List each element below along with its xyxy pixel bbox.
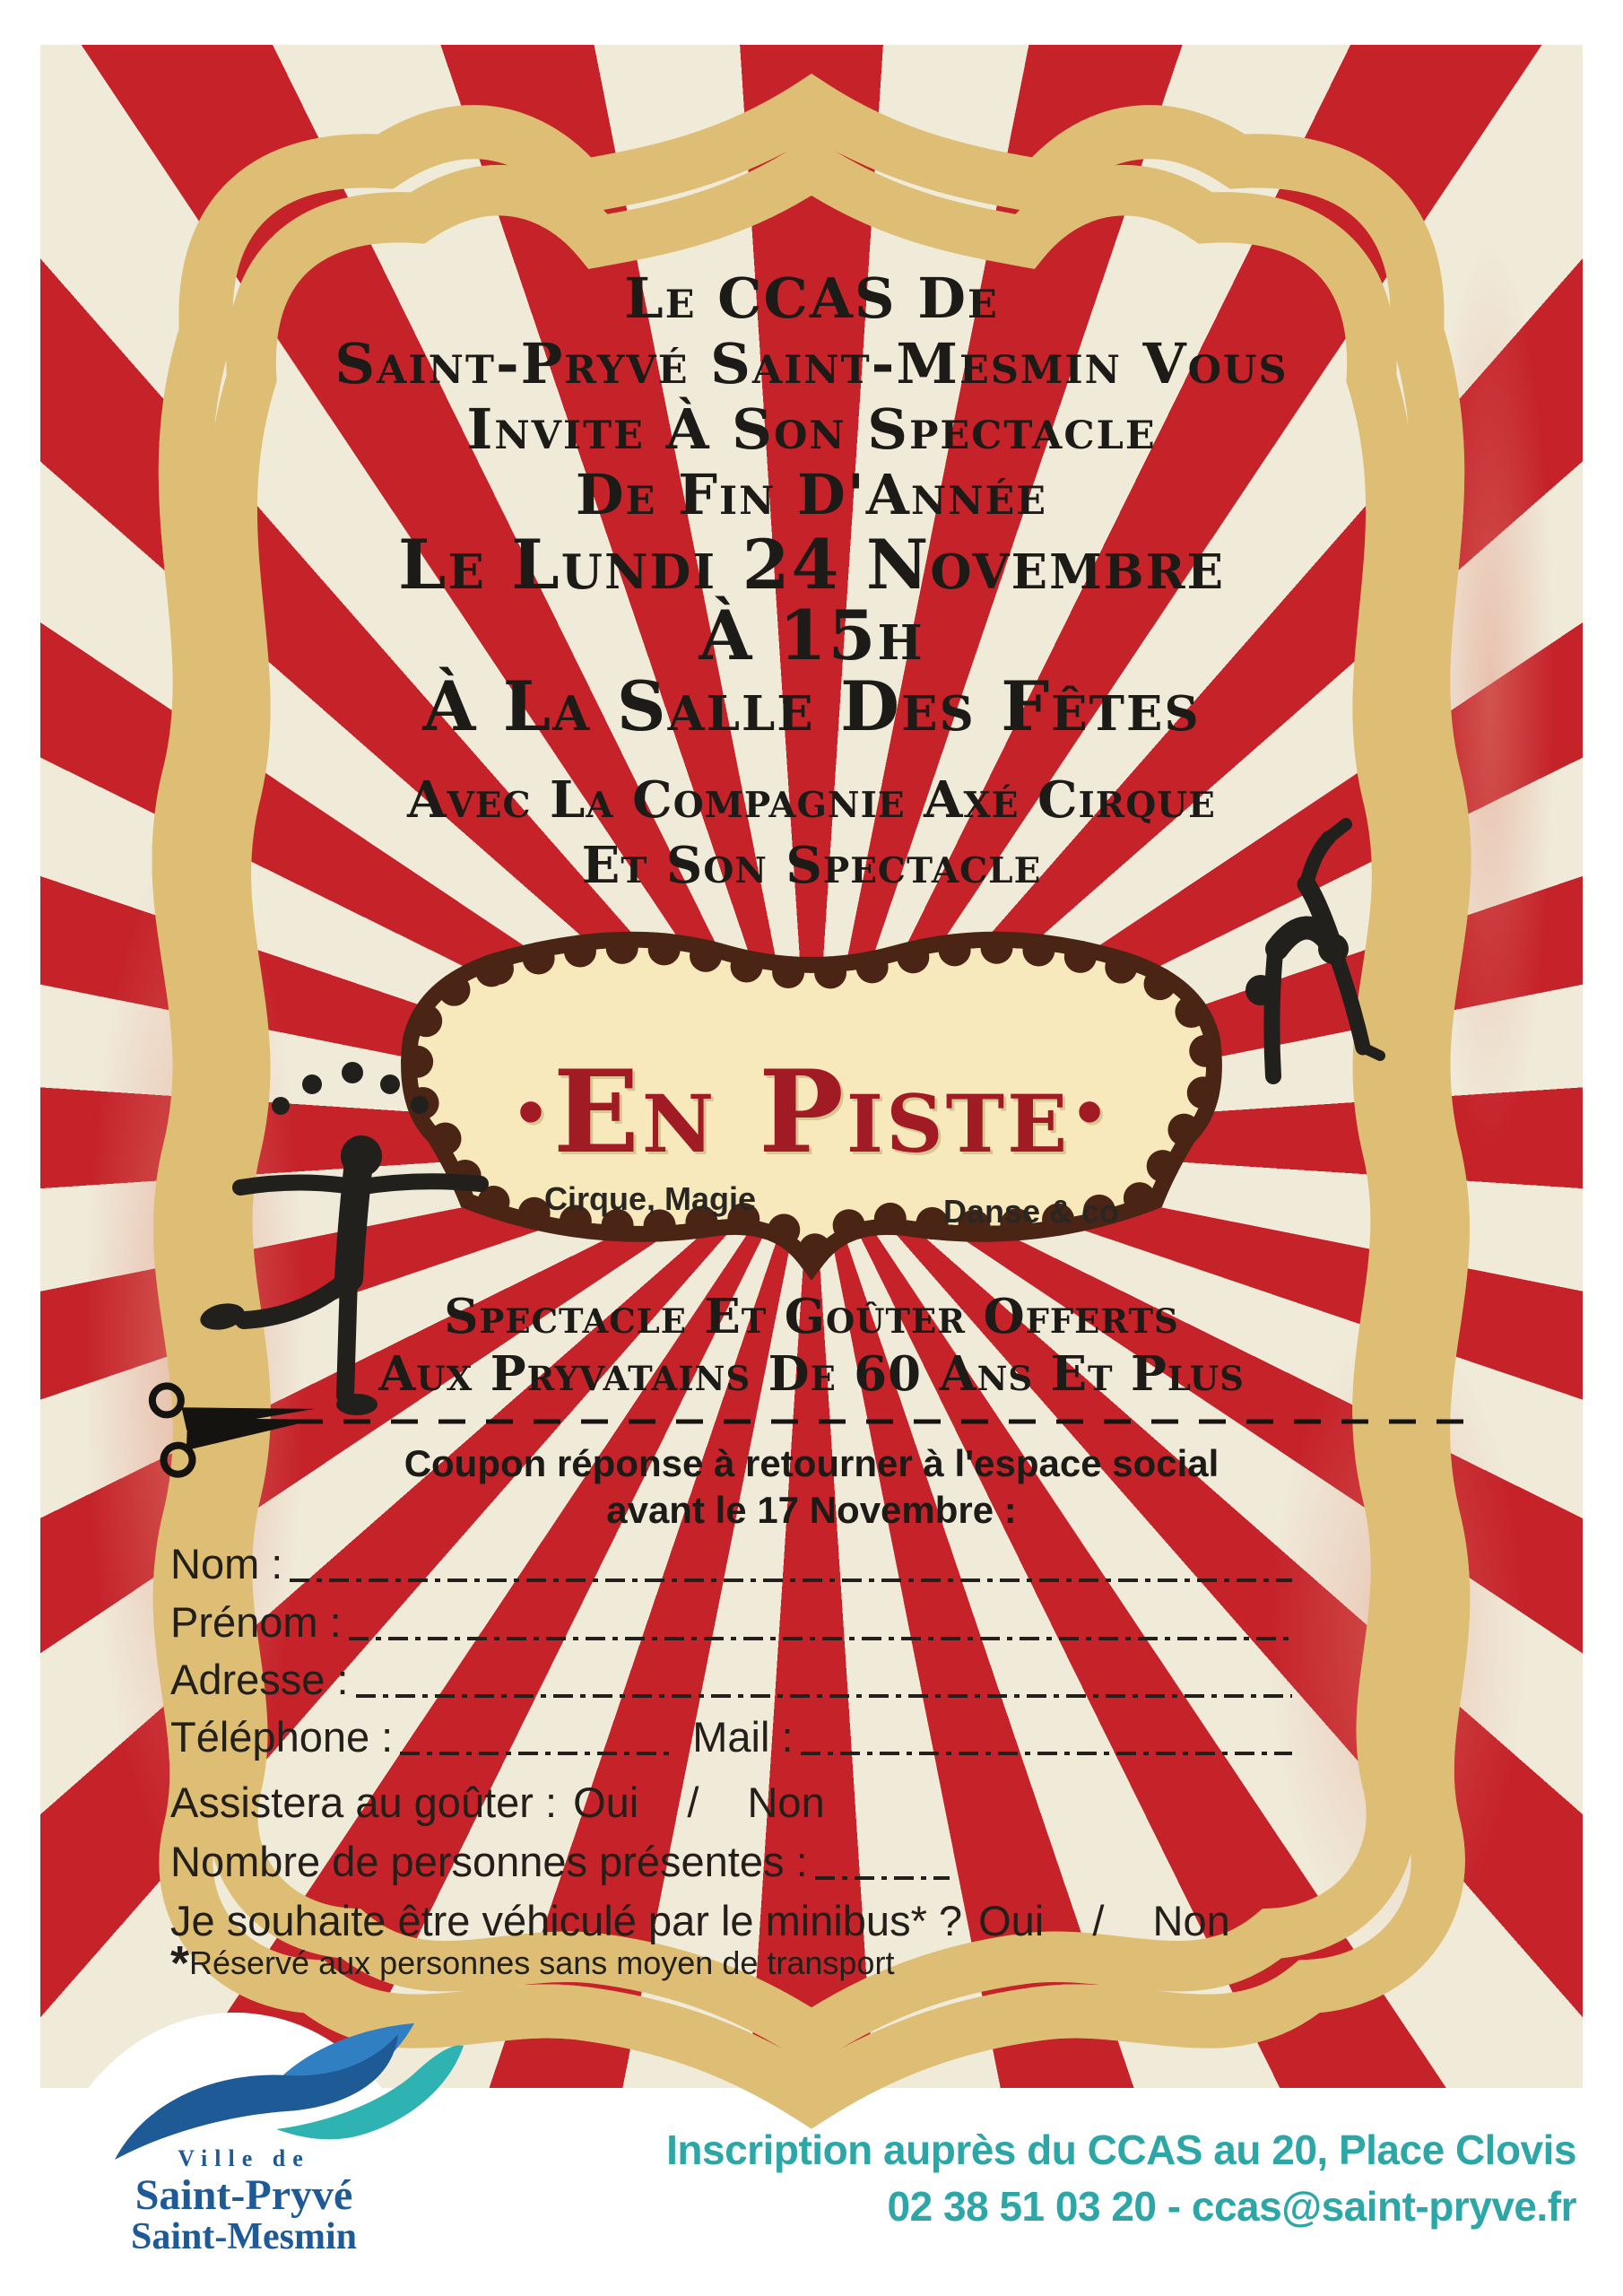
offer-line: Aux Pryvatains De 60 Ans Et Plus [378, 1346, 1245, 1402]
name-field [290, 1578, 1292, 1582]
count-field [815, 1876, 950, 1880]
minibus-footnote [170, 1935, 894, 1991]
city-logo-name2: Saint-Mesmin [131, 2216, 357, 2257]
address-field [356, 1694, 1292, 1698]
firstname-label: Prénom : [170, 1598, 342, 1646]
form-row-phone-mail [170, 1712, 1296, 1764]
event-line: À La Salle Des Fêtes [422, 666, 1201, 746]
mail-label: Mail : [692, 1713, 794, 1761]
contact-line-address: Inscription auprès du CCAS au 20, Place Clovis [666, 2126, 1576, 2173]
attend-label: Assistera au goûter : [170, 1779, 558, 1826]
intro-line: Saint-Pryvé Saint-Mesmin Vous [334, 331, 1289, 396]
minibus-options: Oui / Non [978, 1897, 1230, 1944]
city-logo-name1: Saint-Pryvé [135, 2171, 353, 2219]
form-row-address [170, 1655, 1296, 1707]
phone-field [400, 1752, 669, 1755]
show-tagline-left: Cirque, Magie [543, 1180, 757, 1217]
event-line: À 15h [699, 596, 924, 675]
city-logo [82, 2145, 405, 2257]
coupon-title-line: Coupon réponse à retourner à l'espace social [404, 1442, 1219, 1484]
coupon-title-line: avant le 17 Novembre : [606, 1489, 1017, 1531]
contact-info [590, 2122, 1576, 2235]
coupon-title [135, 1440, 1488, 1534]
company-line: Avec La Compagnie Axé Cirque [407, 770, 1216, 830]
firstname-field [349, 1637, 1292, 1640]
offer-heading [135, 1288, 1488, 1403]
form-row-firstname [170, 1597, 1296, 1649]
form-row-count [170, 1837, 1296, 1889]
offer-line: Spectacle Et Goûter Offerts [444, 1289, 1179, 1344]
company-heading [135, 768, 1488, 899]
mail-field [801, 1752, 1292, 1755]
footnote-text: Réservé aux personnes sans moyen de transport [189, 1944, 895, 1981]
footnote-star: * [170, 1936, 190, 1990]
intro-heading [135, 265, 1488, 527]
count-label: Nombre de personnes présentes : [170, 1838, 808, 1885]
event-line: Le Lundi 24 Novembre [398, 525, 1225, 604]
contact-line-phone-email: 02 38 51 03 20 - ccas@saint-pryve.fr [887, 2183, 1576, 2230]
intro-line: De Fin D'Année [575, 462, 1048, 527]
form-row-attend [170, 1778, 1296, 1830]
show-title: ·En Piste· [510, 1046, 1113, 1178]
form-row-name [170, 1539, 1296, 1591]
company-line: Et Son Spectacle [581, 836, 1042, 895]
intro-line: Invite À Son Spectacle [466, 396, 1157, 462]
show-tagline-right: Danse & co [942, 1193, 1120, 1230]
event-date-heading [135, 525, 1488, 746]
attend-options: Oui / Non [573, 1779, 825, 1826]
city-logo-prefix: Ville de [178, 2145, 310, 2171]
intro-line: Le CCAS De [624, 265, 999, 331]
name-label: Nom : [170, 1540, 283, 1587]
phone-label: Téléphone : [170, 1713, 394, 1761]
address-label: Adresse : [170, 1656, 349, 1703]
minibus-label: Je souhaite être véhiculé par le minibus* ? [170, 1897, 963, 1944]
